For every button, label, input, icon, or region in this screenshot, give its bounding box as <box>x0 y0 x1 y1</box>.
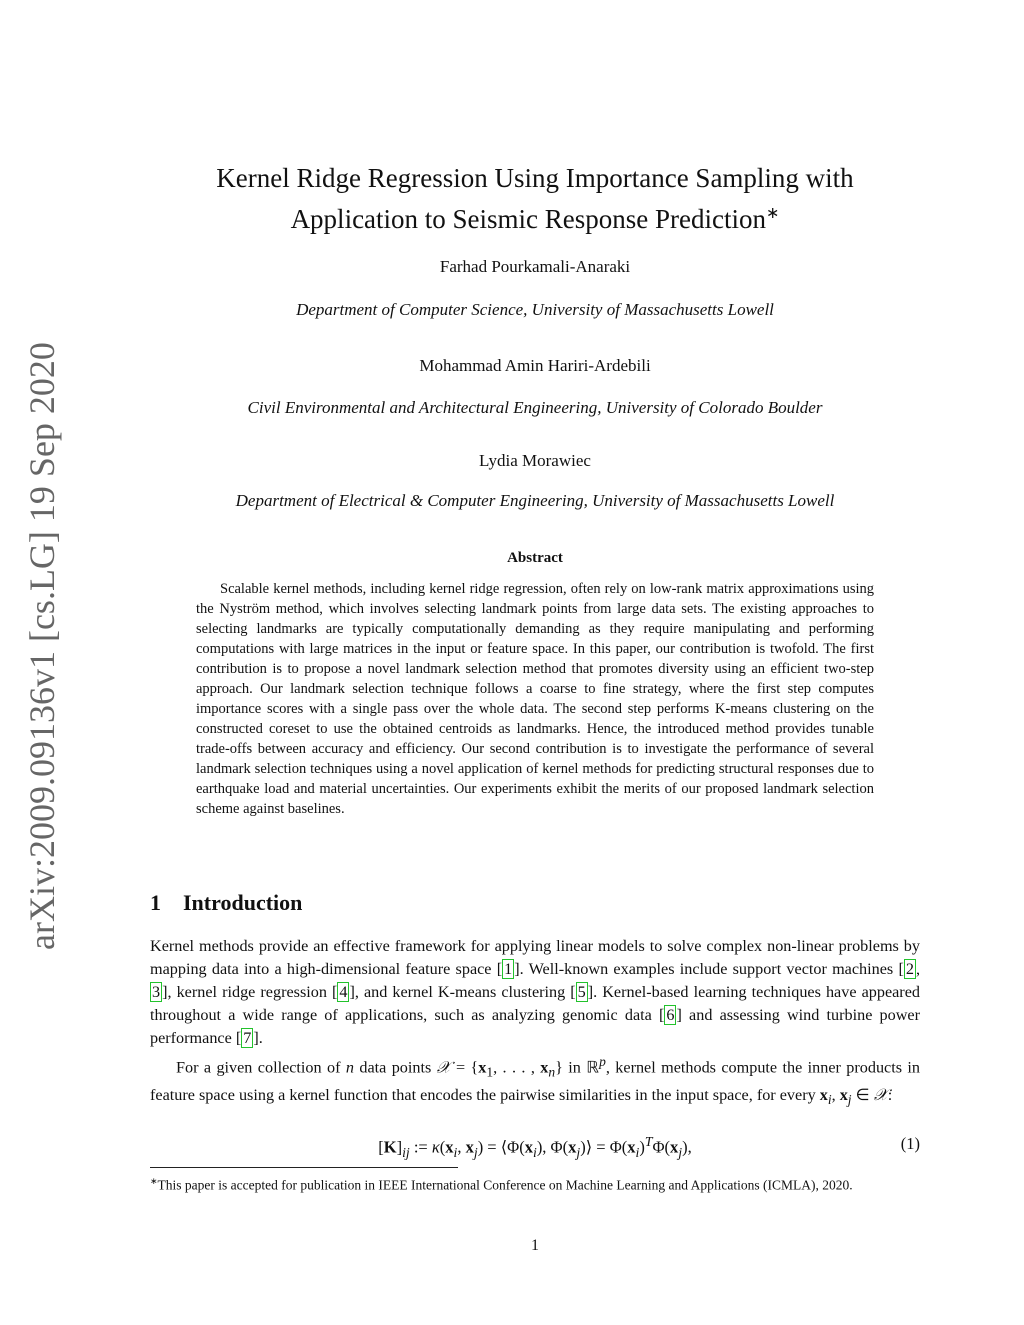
section-title: Introduction <box>183 890 303 915</box>
citation-link[interactable]: 2 <box>905 960 914 978</box>
citation-link[interactable]: 5 <box>577 983 586 1001</box>
citation-link[interactable]: 1 <box>504 960 513 978</box>
citation-link[interactable]: 3 <box>152 983 161 1001</box>
author-name-1: Farhad Pourkamali-Anaraki <box>439 257 631 276</box>
section-heading <box>150 890 302 916</box>
abstract-heading: Abstract <box>507 550 563 566</box>
citation-link[interactable]: 6 <box>666 1006 675 1024</box>
author-affiliation-1: Department of Computer Science, University of Massachusetts Lowell <box>296 300 774 319</box>
title-line-1: Kernel Ridge Regression Using Importance Sampling with <box>216 163 854 193</box>
arxiv-stamp: arXiv:2009.09136v1 [cs.LG] 19 Sep 2020 <box>22 342 62 950</box>
intro-paragraph-2: For a given collection of n data points 𝒳 = {$x_1$, . . . , $x_n$} in ℝ$^p$, kernel methods compute the inner products in feature space using a kernel function that encodes the pairwise similarities in the input space, for every $x_i$, $x_j$ ∈ 𝒳: <box>150 1054 921 1107</box>
arxiv-stamp-container <box>14 342 70 950</box>
citation-link[interactable]: 4 <box>339 983 348 1001</box>
paper-title <box>120 160 950 237</box>
author-affiliation-2: Civil Environmental and Architectural Engineering, University of Colorado Boulder <box>247 398 823 417</box>
kernel-equation: $[K]_{ij}$ := $\kappa(x_i$, $x_j$) = $⟨\Phi(x_i)$, $\Phi(x_j)⟩ = \Phi(x_i)^T\Phi(x_j)$, <box>378 1134 692 1160</box>
footnote-divider <box>150 1167 458 1168</box>
citation-link[interactable]: 7 <box>243 1029 252 1047</box>
footnote <box>150 1172 920 1195</box>
author-affiliation-3: Department of Electrical & Computer Engineering, University of Massachusetts Lowell <box>235 491 835 510</box>
footnote-mark: ∗ <box>150 1176 158 1186</box>
equation-number: (1) <box>900 1134 920 1153</box>
intro-paragraph-1: Kernel methods provide an effective framework for applying linear models to solve complex non-linear problems by mapping data into a high-dimensional feature space [ 1 ]. Well-known examples include support vector machines [ 2 , 3 ], kernel ridge regression [ 4 ], and kernel K-means clustering [ 5 ]. Kernel-based learning techniques have appeared throughout a wide range of applications, such as analyzing genomic data [ 6 ] and assessing wind turbine power performance [ 7 ]. <box>150 937 921 1047</box>
author-name-3: Lydia Morawiec <box>479 451 591 470</box>
section-number: 1 <box>150 890 161 915</box>
title-footnote-mark: ∗ <box>766 205 780 222</box>
title-line-2: Application to Seismic Response Prediction∗ <box>290 204 780 234</box>
footnote-text: This paper is accepted for publication in IEEE International Conference on Machine Learning and Applications (ICMLA), 2020. <box>157 1177 853 1193</box>
abstract-text: Scalable kernel methods, including kernel ridge regression, often rely on low-rank matrix approximations using the Nyström method, which involves selecting landmark points from large data sets. The existing approaches to selecting landmarks are typically computationally demanding as they require manipulating and performing computations with large matrices in the input or feature space. In this paper, our contribution is twofold. The first contribution is to propose a novel landmark selection method that promotes diversity using an efficient two-step approach. Our landmark selection technique follows a coarse to fine strategy, where the first step computes importance scores with a single pass over the whole data. The second step performs K-means clustering on the constructed coreset to use the obtained centroids as landmarks. Hence, the introduced method provides tunable trade-offs between accuracy and efficiency. Our second contribution is to investigate the performance of several landmark selection techniques using a novel application of kernel methods for predicting structural responses due to earthquake load and material uncertainties. Our experiments exhibit the merits of our proposed landmark selection scheme against baselines. <box>196 581 874 817</box>
author-name-2: Mohammad Amin Hariri-Ardebili <box>419 356 651 375</box>
page-number: 1 <box>531 1237 539 1254</box>
